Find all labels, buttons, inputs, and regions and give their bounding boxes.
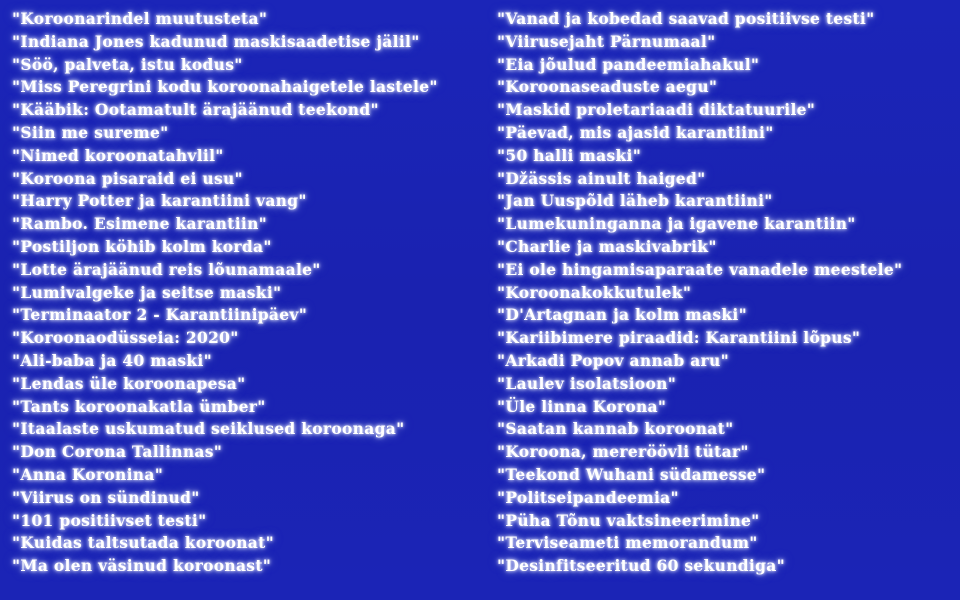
movie-title-item: "Itaalaste uskumatud seiklused koroonaga"	[12, 419, 405, 439]
movie-title-item: "50 halli maski"	[497, 145, 642, 165]
movie-title-item: "Rambo. Esimene karantiin"	[12, 214, 268, 234]
movie-title-item: "Päevad, mis ajasid karantiini"	[497, 122, 774, 142]
movie-title-item: "Maskid proletariaadi diktatuurile"	[497, 100, 816, 120]
movie-title-item: "Charlie ja maskivabrik"	[497, 236, 717, 256]
right-title-column	[497, 8, 957, 578]
movie-title-item: "Vanad ja kobedad saavad positiivse testi"	[497, 9, 875, 28]
movie-title-item: "Kariibimere piraadid: Karantiini lõpus"	[497, 328, 861, 348]
movie-title-item: "Eia jõulud pandeemiahakul"	[497, 54, 760, 74]
movie-title-item: "Üle linna Korona"	[497, 396, 667, 416]
movie-title-item: "Lotte ärajäänud reis lõunamaale"	[12, 259, 321, 279]
movie-title-item: "Desinfitseeritud 60 sekundiga"	[497, 556, 785, 576]
movie-title-item: "Siin me sureme"	[12, 122, 169, 142]
movie-title-item: "Püha Tõnu vaktsineerimine"	[497, 510, 760, 530]
movie-title-item: "Lumekuninganna ja igavene karantiin"	[497, 214, 856, 234]
movie-title-item: "Ali-baba ja 40 maski"	[12, 350, 212, 370]
movie-title-item: "Don Corona Tallinnas"	[12, 442, 223, 462]
movie-title-item: "Saatan kannab koroonat"	[497, 419, 734, 439]
movie-title-item: "Nimed koroonatahvlil"	[12, 145, 224, 165]
movie-title-item: "Miss Peregrini kodu koroonahaigetele lastele"	[12, 77, 438, 97]
movie-title-item: "Harry Potter ja karantiini vang"	[12, 191, 307, 211]
movie-title-item: "Anna Koronina"	[12, 464, 164, 484]
movie-title-item: "D'Artagnan ja kolm maski"	[497, 305, 747, 325]
movie-title-item: "Indiana Jones kadunud maskisaadetise jälil"	[12, 31, 420, 51]
movie-title-item: "Söö, palveta, istu kodus"	[12, 54, 243, 74]
movie-title-item: "Jan Uuspõld läheb karantiini"	[497, 191, 773, 211]
movie-title-item: "101 positiivset testi"	[12, 510, 207, 530]
movie-title-item: "Laulev isolatsioon"	[497, 373, 677, 393]
movie-title-item: "Koroonarindel muutusteta"	[12, 9, 268, 28]
movie-title-item: "Koroonakokkutulek"	[497, 282, 692, 302]
movie-title-item: "Ma olen väsinud koroonast"	[12, 556, 272, 576]
movie-title-item: "Džässis ainult haiged"	[497, 168, 706, 188]
movie-title-item: "Postiljon köhib kolm korda"	[12, 236, 272, 256]
movie-title-item: "Lendas üle koroonapesa"	[12, 373, 246, 393]
movie-title-item: "Teekond Wuhani südamesse"	[497, 464, 766, 484]
movie-title-item: "Kääbik: Ootamatult ärajäänud teekond"	[12, 100, 379, 120]
movie-title-item: "Kuidas taltsutada koroonat"	[12, 533, 274, 553]
movie-title-item: "Viirus on sündinud"	[12, 487, 200, 507]
movie-title-item: "Tants koroonakatla ümber"	[12, 396, 266, 416]
movie-title-item: "Koroonaseaduste aegu"	[497, 77, 718, 97]
movie-title-item: "Lumivalgeke ja seitse maski"	[12, 282, 282, 302]
movie-title-item: "Politseipandeemia"	[497, 487, 679, 507]
movie-title-item: "Koroonaodüsseia: 2020"	[12, 328, 239, 348]
movie-title-item: "Viirusejaht Pärnumaal"	[497, 31, 716, 51]
left-title-column	[12, 8, 490, 578]
movie-title-item: "Arkadi Popov annab aru"	[497, 350, 729, 370]
movie-title-item: "Koroona pisaraid ei usu"	[12, 168, 243, 188]
movie-title-item: "Ei ole hingamisaparaate vanadele meestele"	[497, 259, 903, 279]
movie-title-item: "Terminaator 2 - Karantiinipäev"	[12, 305, 308, 325]
movie-title-item: "Koroona, mereröövli tütar"	[497, 442, 749, 462]
movie-title-item: "Terviseameti memorandum"	[497, 533, 758, 553]
